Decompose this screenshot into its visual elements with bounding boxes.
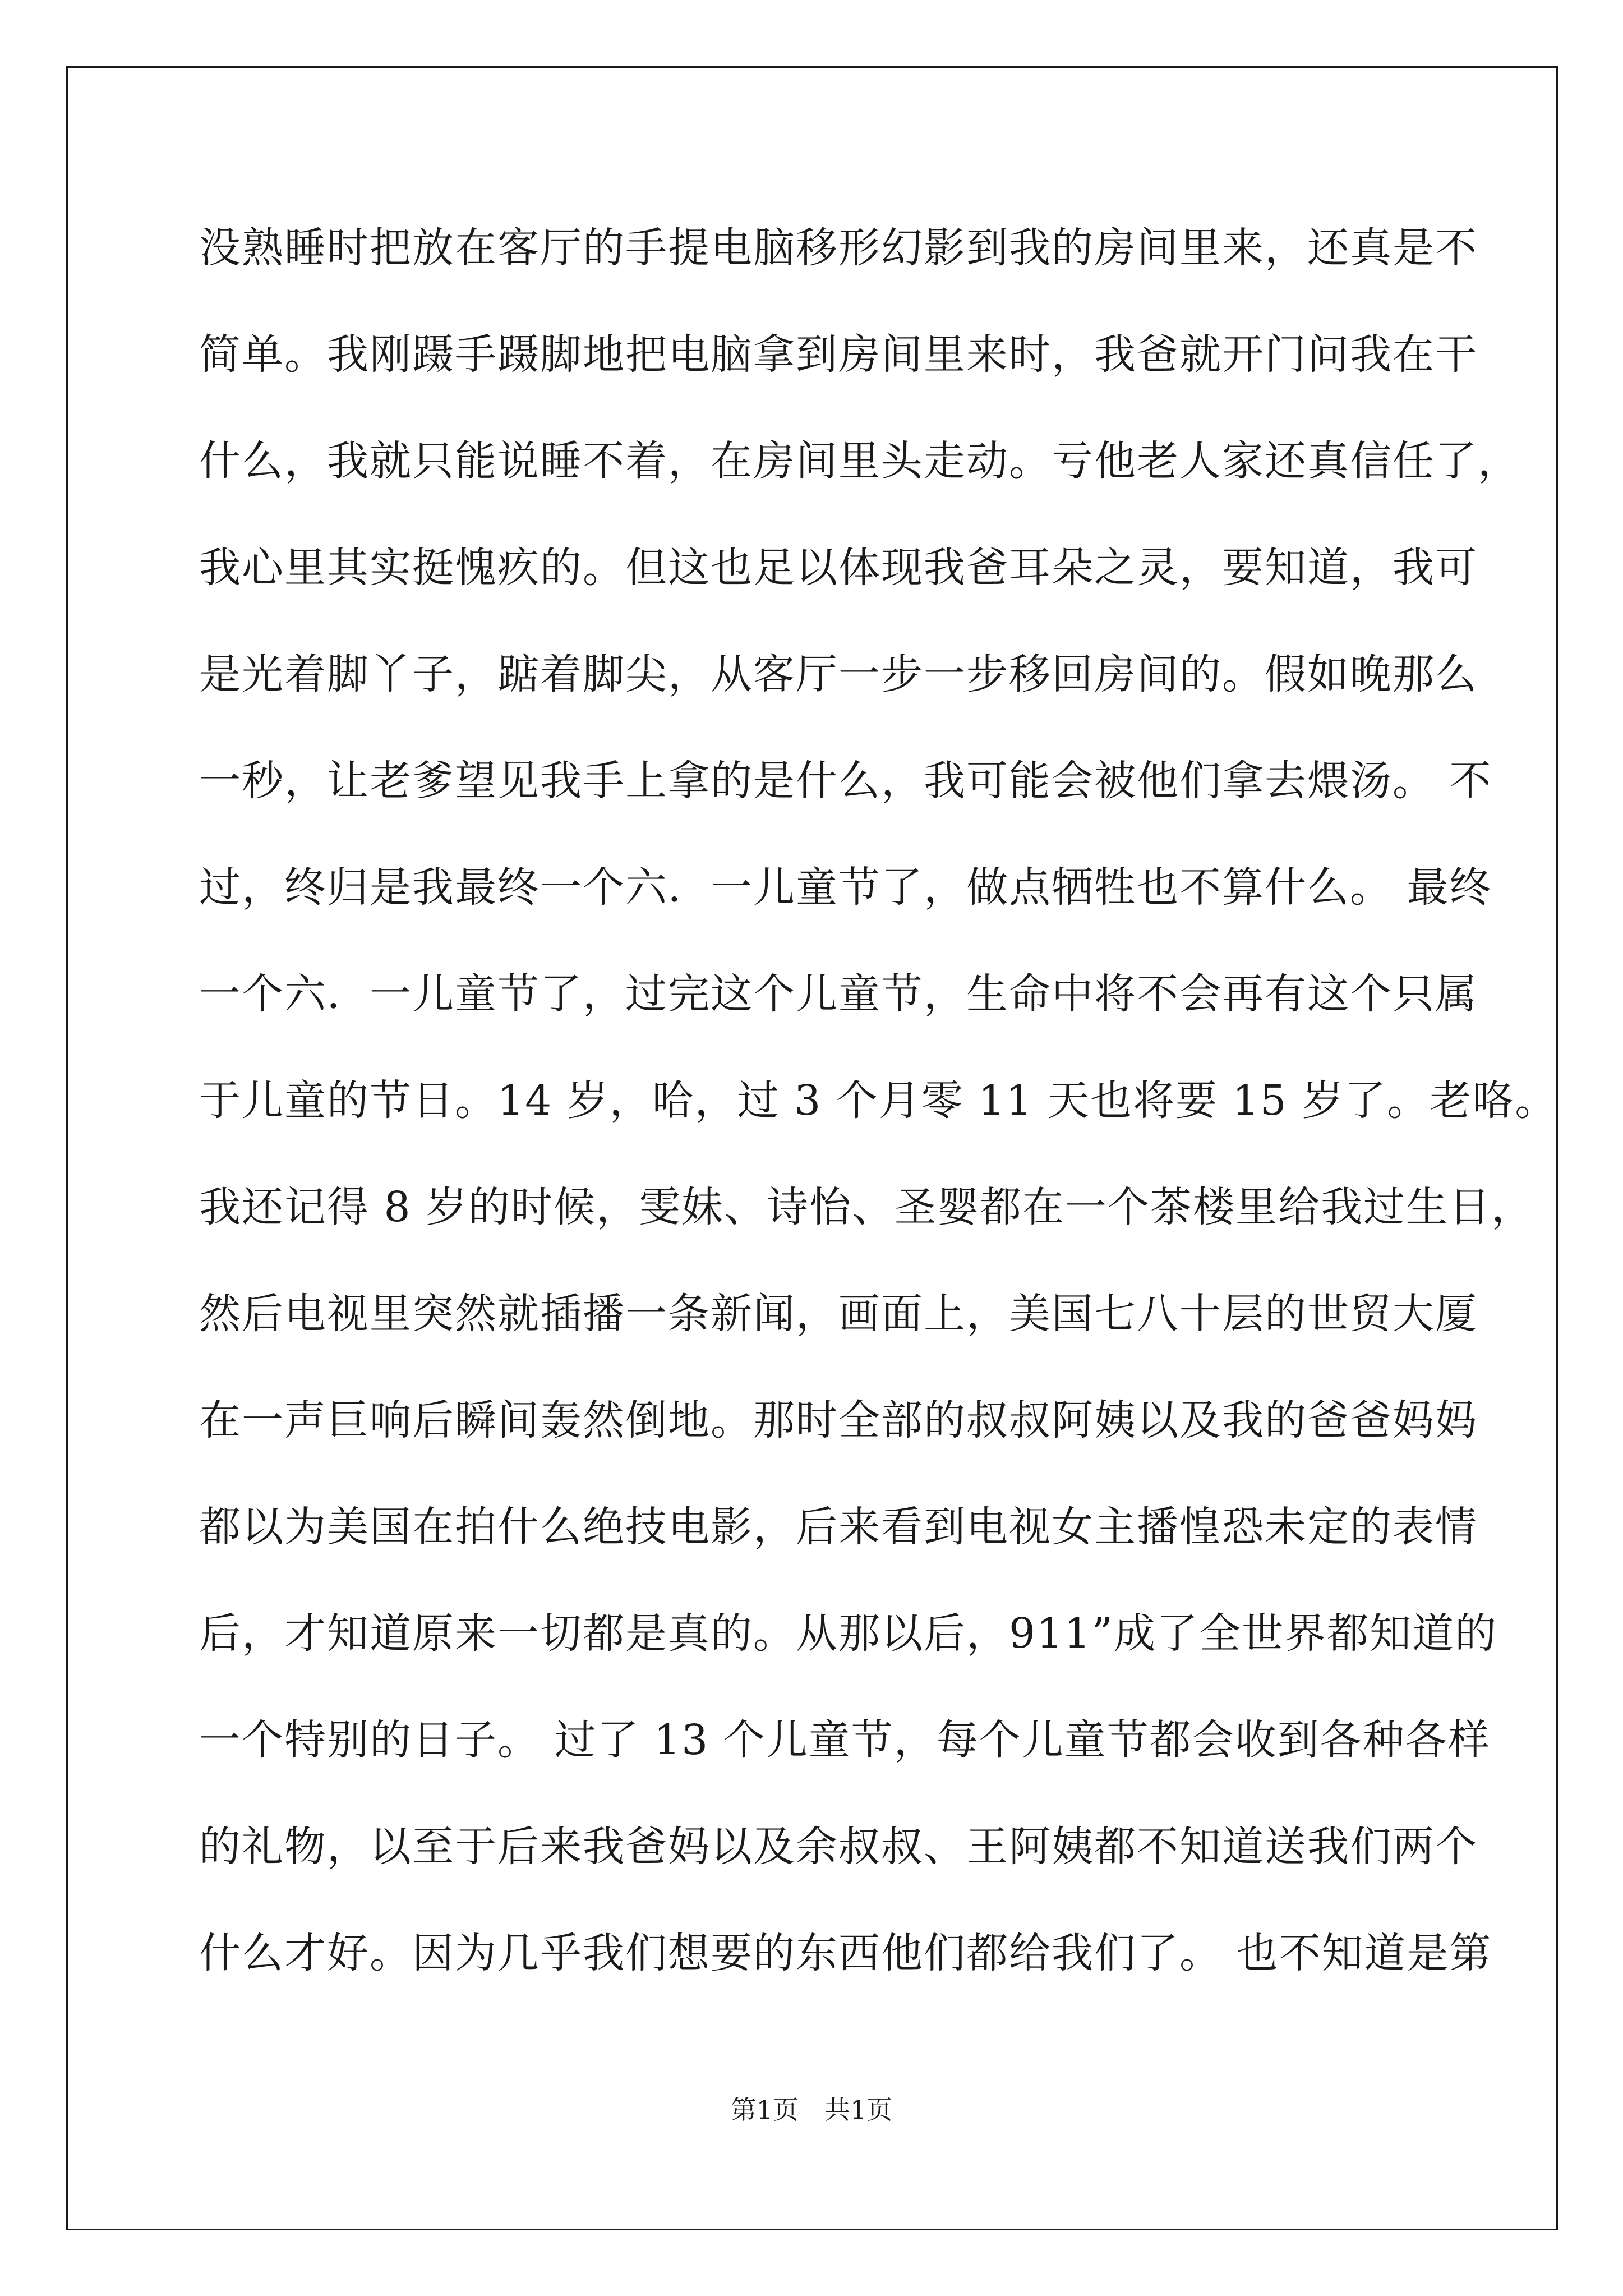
- text-line-5: 是光着脚丫子，踮着脚尖，从客厅一步一步移回房间的。假如晚那么: [199, 650, 1478, 698]
- text-line-8: 一个六．一儿童节了，过完这个儿童节，生命中将不会再有这个只属: [199, 970, 1478, 1018]
- text-line-10: 我还记得 8 岁的时候，雯妹、诗怡、圣婴都在一个茶楼里给我过生日，: [199, 1183, 1534, 1231]
- text-line-15: 一个特别的日子。 过了 13 个儿童节，每个儿童节都会收到各种各样: [199, 1716, 1491, 1764]
- text-line-14: 后，才知道原来一切都是真的。从那以后，911”成了全世界都知道的: [199, 1609, 1498, 1658]
- text-line-1: 没熟睡时把放在客厅的手提电脑移形幻影到我的房间里来，还真是不: [199, 224, 1478, 272]
- text-line-9: 于儿童的节日。14 岁，哈，过 3 个月零 11 天也将要 15 岁了。老咯。: [199, 1076, 1558, 1125]
- text-line-13: 都以为美国在拍什么绝技电影，后来看到电视女主播惶恐未定的表情: [199, 1503, 1478, 1551]
- text-line-6: 一秒，让老爹望见我手上拿的是什么，我可能会被他们拿去煨汤。 不: [199, 757, 1492, 805]
- page-number-footer: 第1页 共1页: [730, 2095, 893, 2125]
- text-line-12: 在一声巨响后瞬间轰然倒地。那时全部的叔叔阿姨以及我的爸爸妈妈: [199, 1396, 1478, 1444]
- text-line-3: 什么，我就只能说睡不着，在房间里头走动。亏他老人家还真信任了，: [199, 437, 1520, 485]
- text-line-16: 的礼物，以至于后来我爸妈以及余叔叔、王阿姨都不知道送我们两个: [199, 1823, 1478, 1871]
- text-line-4: 我心里其实挺愧疚的。但这也足以体现我爸耳朵之灵，要知道，我可: [199, 544, 1478, 592]
- text-line-17: 什么才好。因为几乎我们想要的东西他们都给我们了。 也不知道是第: [199, 1929, 1492, 1977]
- text-line-2: 简单。我刚蹑手蹑脚地把电脑拿到房间里来时，我爸就开门问我在干: [199, 330, 1478, 379]
- text-line-7: 过，终归是我最终一个六．一儿童节了，做点牺牲也不算什么。 最终: [199, 863, 1492, 912]
- document-body: [199, 222, 1558, 2033]
- text-line-11: 然后电视里突然就插播一条新闻，画面上，美国七八十层的世贸大厦: [199, 1290, 1478, 1338]
